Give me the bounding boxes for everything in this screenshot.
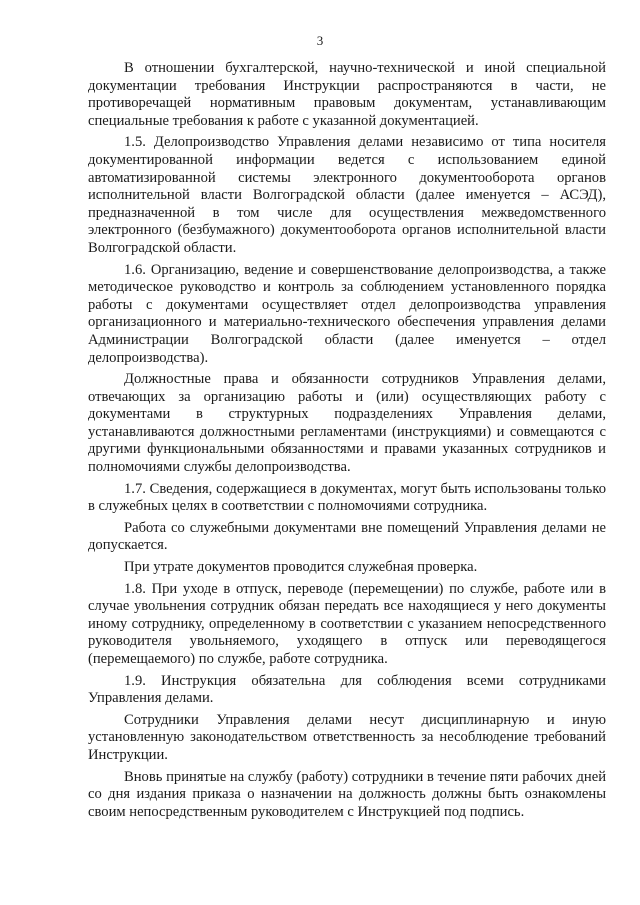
page-number: 3 [316,33,324,48]
paragraph-1-7: 1.7. Сведения, содержащиеся в документах, могут быть использованы только в служебных целях в соответствии с полномочиями сотрудника. [88,480,606,515]
paragraph-outside-premises: Работа со служебными документами вне помещений Управления делами не допускается. [88,519,606,554]
paragraph-loss-inspection: При утрате документов проводится служебная проверка. [124,559,478,576]
paragraph-new-employees: Вновь принятые на службу (работу) сотрудники в течение пяти рабочих дней со дня издания приказа о назначении на должность должны быть ознакомлены своим непосредственным руководителем с Инструкцией под подпись. [88,768,606,820]
paragraph-1-6: 1.6. Организацию, ведение и совершенствование делопроизводства, а также методическое руководство и контроль за соблюдением установленного порядка работы с документами осуществляет отдел делопроизводства управления организационного и материально-технического обеспечения управления делами Администрации Волгоградской области (далее именуется – отдел делопроизводства). [88,261,606,366]
paragraph-1-5: 1.5. Делопроизводство Управления делами независимо от типа носителя документированной информации ведется с использованием единой автоматизированной системы электронного документооборота органов исполнительной власти Волгоградской области (далее именуется – АСЭД), предназначенной в том числе для осуществления межведомственного электронного (безбумажного) документооборота органов исполнительной власти Волгоградской области. [88,134,606,256]
document-body [88,60,606,825]
paragraph-accounting-documentation: В отношении бухгалтерской, научно-технической и иной специальной документации требования Инструкции распространяются в части, не противоречащей нормативным правовым документам, устанавливающим специальные требования к работе с указанной документацией. [88,60,606,129]
paragraph-1-9: 1.9. Инструкция обязательна для соблюдения всеми сотрудниками Управления делами. [88,672,606,707]
paragraph-responsibility: Сотрудники Управления делами несут дисциплинарную и иную установленную законодательством ответственность за несоблюдение требований Инструкции. [88,711,606,763]
paragraph-staff-duties: Должностные права и обязанности сотрудников Управления делами, отвечающих за организацию работы и (или) осуществляющих работу с документами в структурных подразделениях Управления делами, устанавливаются должностными регламентами (инструкциями) и совмещаются с другими функциональными обязанностями и правами указанных сотрудников и полномочиями службы делопроизводства. [88,371,606,476]
paragraph-1-8: 1.8. При уходе в отпуск, переводе (перемещении) по службе, работе или в случае увольнения сотрудник обязан передать все находящиеся у него документы иному сотруднику, определенному в соответствии с указанием непосредственного руководителя увольняемого, уходящего в отпуск или переводящегося (перемещаемого) по службе, работе сотрудника. [88,580,606,667]
